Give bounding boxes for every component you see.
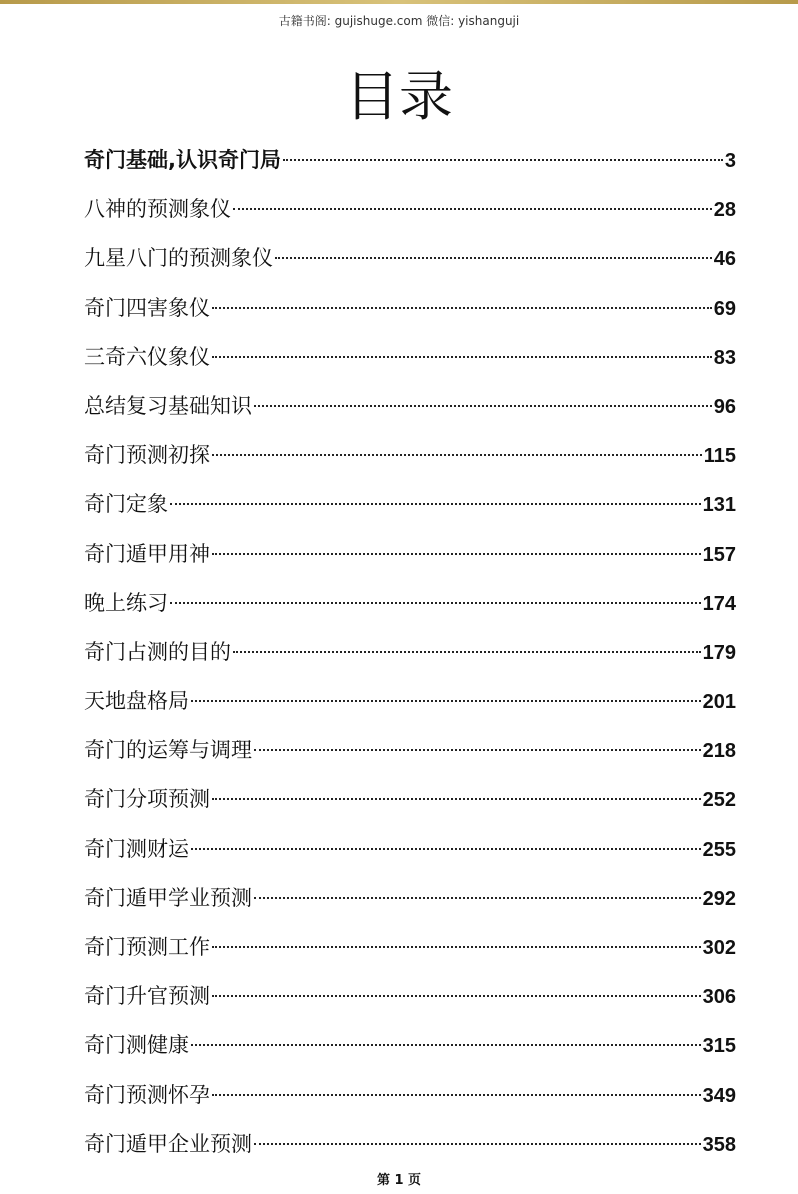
toc-entry-label: 奇门预测初探: [84, 443, 210, 468]
toc-entry-label: 奇门预测怀孕: [84, 1082, 210, 1107]
toc-entry-label: 奇门的运筹与调理: [84, 738, 252, 763]
toc-entry-label: 奇门遁甲企业预测: [84, 1131, 252, 1156]
toc-entry-page: 157: [702, 543, 736, 566]
toc-entry[interactable]: [84, 579, 736, 628]
toc-leader-dots: [212, 798, 701, 800]
toc-leader-dots: [275, 257, 712, 259]
toc-entry-label: 天地盘格局: [84, 689, 189, 714]
toc-entry-page: 69: [713, 297, 736, 320]
toc-entry-page: 201: [702, 691, 736, 714]
toc-leader-dots: [191, 1044, 701, 1046]
toc-entry-label: 三奇六仪象仪: [84, 344, 210, 369]
toc-entry-page: 179: [702, 641, 736, 664]
toc-entry-page: 174: [702, 592, 736, 615]
toc-entry-label: 奇门预测工作: [84, 935, 210, 959]
toc-entry-label: 奇门遁甲用神: [84, 541, 210, 566]
toc-entry[interactable]: [84, 185, 736, 234]
toc-entry[interactable]: [84, 1120, 736, 1169]
toc-entry-page: 292: [702, 887, 736, 910]
toc-entry[interactable]: [84, 1071, 736, 1120]
toc-entry-label: 九星八门的预测象仪: [84, 246, 273, 271]
toc-entry-page: 218: [702, 740, 736, 763]
toc-leader-dots: [212, 356, 712, 358]
toc-leader-dots: [283, 159, 723, 161]
toc-entry[interactable]: [84, 530, 736, 579]
toc-entry[interactable]: [84, 628, 736, 677]
toc-entry-page: 302: [702, 937, 736, 959]
toc-entry[interactable]: [84, 923, 736, 972]
toc-entry[interactable]: [84, 382, 736, 431]
toc-entry-label: 八神的预测象仪: [84, 197, 231, 222]
page-header: 古籍书阁: gujishuge.com 微信: yishanguji: [278, 14, 520, 28]
toc-entry-page: 252: [702, 789, 736, 812]
toc-entry-label: 奇门占测的目的: [84, 639, 231, 664]
toc-entry-page: 358: [702, 1133, 736, 1156]
toc-entry[interactable]: [84, 775, 736, 824]
toc-entry[interactable]: [84, 874, 736, 923]
toc-entry-page: 3: [724, 150, 736, 172]
page-title: 目录: [345, 65, 453, 128]
toc-entry-label: 总结复习基础知识: [84, 393, 252, 418]
toc-entry-page: 131: [702, 494, 736, 517]
top-rule: [0, 0, 798, 4]
toc-entry-page: 115: [703, 445, 736, 468]
toc-entry-label: 奇门测健康: [84, 1033, 189, 1058]
toc-leader-dots: [254, 405, 712, 407]
toc-leader-dots: [191, 700, 701, 702]
toc-entry-page: 96: [713, 395, 736, 418]
toc-leader-dots: [212, 1094, 701, 1096]
toc-entry[interactable]: [84, 726, 736, 775]
toc-leader-dots: [191, 848, 701, 850]
toc-leader-dots: [233, 208, 712, 210]
toc-entry[interactable]: [84, 333, 736, 382]
toc-entry-label: 奇门分项预测: [84, 787, 210, 812]
toc-entry-label: 奇门定象: [84, 492, 168, 517]
toc-leader-dots: [212, 553, 701, 555]
table-of-contents: [84, 136, 736, 1169]
toc-leader-dots: [233, 651, 701, 653]
toc-entry[interactable]: [84, 825, 736, 874]
toc-entry[interactable]: [84, 480, 736, 529]
toc-leader-dots: [254, 749, 701, 751]
toc-entry-page: 315: [702, 1035, 736, 1058]
toc-entry-label: 奇门基础,认识奇门局: [84, 148, 281, 172]
toc-entry-page: 306: [702, 986, 736, 1009]
toc-leader-dots: [212, 995, 701, 997]
toc-entry[interactable]: [84, 431, 736, 480]
toc-leader-dots: [212, 946, 701, 948]
toc-leader-dots: [212, 307, 712, 309]
toc-leader-dots: [212, 454, 702, 456]
toc-entry-page: 83: [713, 346, 736, 369]
toc-entry[interactable]: [84, 284, 736, 333]
toc-entry-page: 46: [713, 248, 736, 271]
toc-entry[interactable]: [84, 972, 736, 1021]
toc-entry[interactable]: [84, 1021, 736, 1070]
toc-entry-label: 奇门测财运: [84, 836, 189, 861]
toc-leader-dots: [170, 602, 701, 604]
toc-entry-label: 奇门四害象仪: [84, 295, 210, 320]
toc-entry-page: 255: [702, 838, 736, 861]
toc-leader-dots: [254, 1143, 701, 1145]
toc-entry-label: 晚上练习: [84, 590, 168, 615]
toc-entry[interactable]: [84, 677, 736, 726]
toc-entry-label: 奇门升官预测: [84, 984, 210, 1009]
toc-leader-dots: [170, 503, 701, 505]
toc-leader-dots: [254, 897, 701, 899]
toc-entry[interactable]: [84, 136, 736, 185]
toc-entry-page: 349: [702, 1084, 736, 1107]
toc-entry-page: 28: [713, 199, 736, 222]
toc-entry-label: 奇门遁甲学业预测: [84, 885, 252, 910]
toc-entry[interactable]: [84, 234, 736, 283]
page-number-footer: 第 1 页: [376, 1173, 422, 1188]
